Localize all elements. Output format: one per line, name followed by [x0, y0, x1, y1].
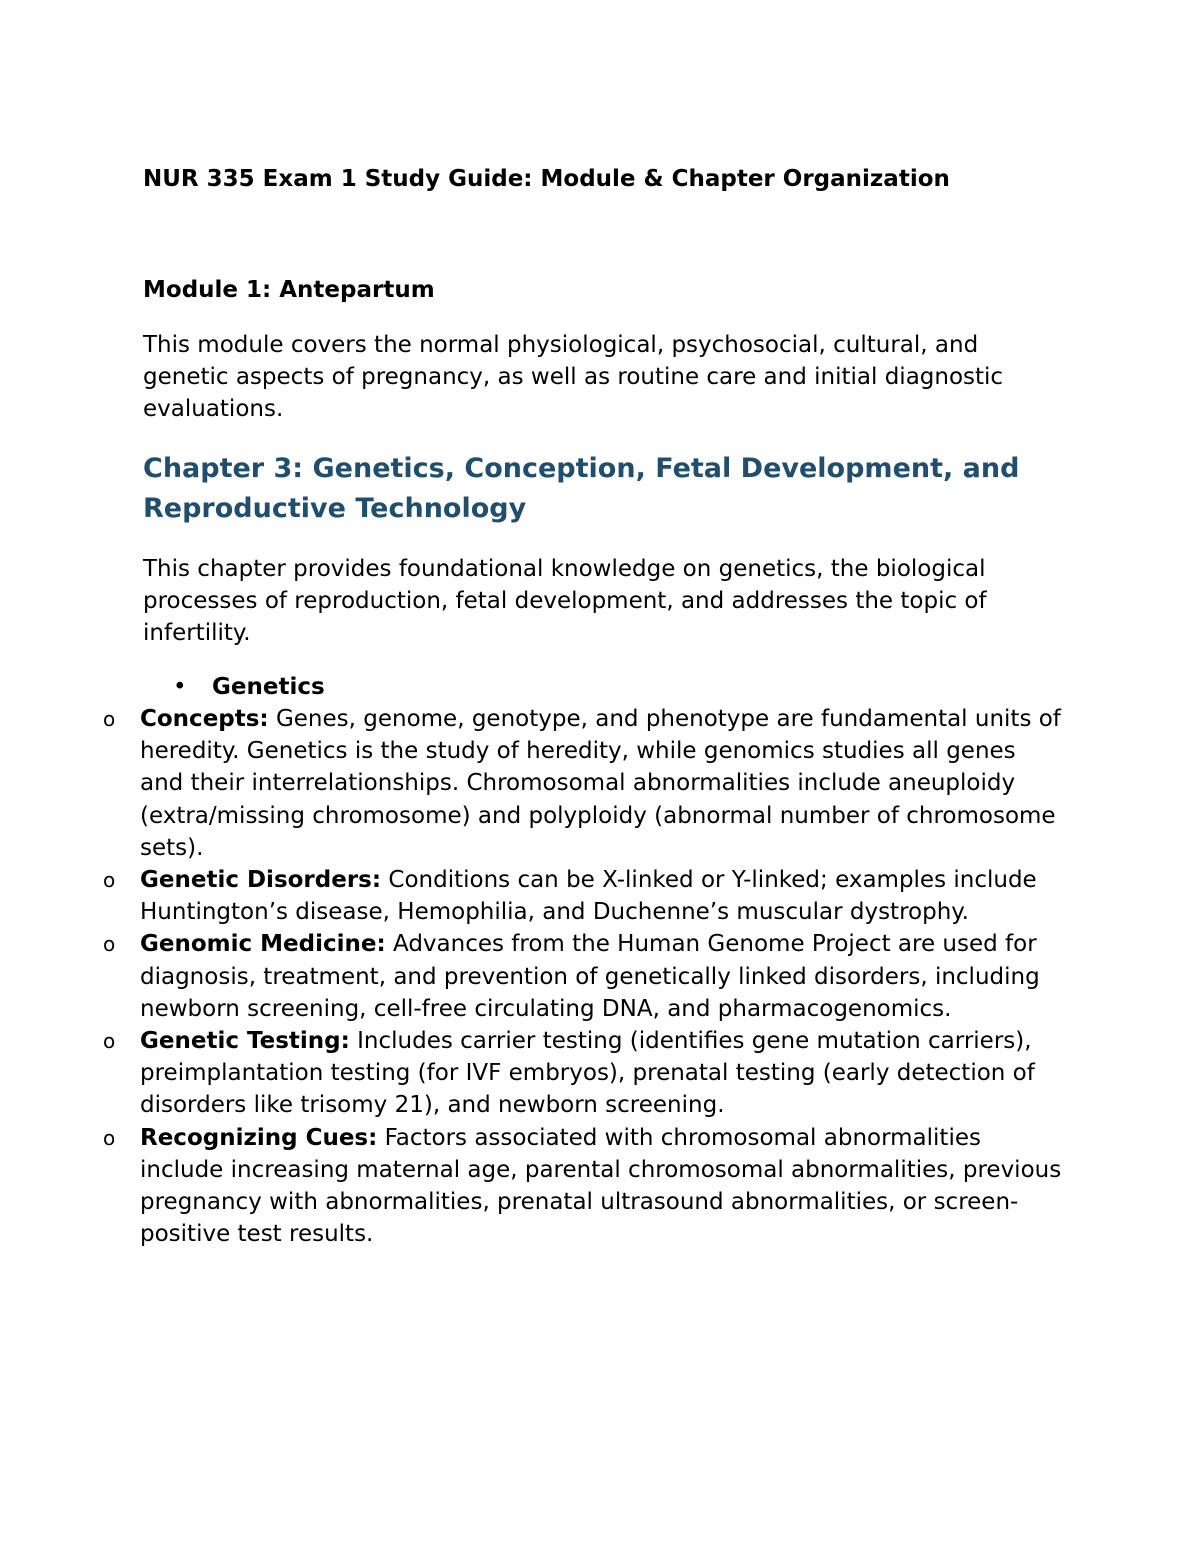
hollow-bullet-icon: o: [103, 707, 116, 731]
subtopic-label: Genomic Medicine:: [140, 931, 386, 958]
subtopic-label: Genetic Testing:: [140, 1028, 350, 1055]
subtopic-item-concepts: [103, 703, 1065, 864]
subtopic-label: Recognizing Cues:: [140, 1124, 378, 1151]
module-heading: Module 1: Antepartum: [143, 277, 435, 303]
genetics-subtopic-list: [103, 703, 1065, 1250]
bullet-icon: •: [173, 674, 187, 700]
document-title: NUR 335 Exam 1 Study Guide: Module & Chapter Organization: [143, 166, 950, 192]
chapter-heading: Chapter 3: Genetics, Conception, Fetal Development, and Reproductive Technology: [143, 453, 1020, 524]
subtopic-item-genetic-disorders: [103, 864, 1065, 928]
subtopic-text: Conditions can be X-linked or Y-linked; examples include Huntington’s disease, Hemophilia, and Duchenne’s muscular dystrophy.: [140, 867, 1037, 926]
hollow-bullet-icon: o: [103, 1125, 116, 1150]
subtopic-text: Includes carrier testing (identifies gene mutation carriers), preimplantation testing (for IVF embryos), prenatal testing (early detection of disorders like trisomy 21), and newborn screening.: [140, 1028, 1035, 1119]
subtopic-item-recognizing-cues: [103, 1122, 1065, 1251]
hollow-bullet-icon: o: [103, 932, 116, 957]
topic-item-genetics: [143, 671, 1073, 703]
hollow-bullet-icon: o: [103, 1029, 116, 1054]
chapter-description: This chapter provides foundational knowledge on genetics, the biological processes of reproduction, fetal development, and addresses the topic of infertility.: [143, 556, 987, 646]
subtopic-text: Genes, genome, genotype, and phenotype are fundamental units of heredity. Genetics is the study of heredity, while genomics studies all genes and their interrelationships. Chromosomal abnormalities include aneuploidy (extra/missing chromosome) and polyploidy (abnormal number of chromosome sets).: [140, 706, 1061, 861]
subtopic-item-genomic-medicine: [103, 928, 1065, 1025]
hollow-bullet-icon: o: [103, 868, 116, 893]
topic-label: Genetics: [212, 674, 325, 700]
subtopic-item-genetic-testing: [103, 1025, 1065, 1122]
subtopic-text: Advances from the Human Genome Project are used for diagnosis, treatment, and prevention of genetically linked disorders, including newborn screening, cell-free circulating DNA, and pharmacogenomics.: [140, 931, 1040, 1022]
subtopic-label: Concepts:: [140, 706, 269, 732]
subtopic-label: Genetic Disorders:: [140, 867, 382, 894]
module-description: This module covers the normal physiological, psychosocial, cultural, and genetic aspects of pregnancy, as well as routine care and initial diagnostic evaluations.: [143, 332, 1004, 422]
subtopic-text: Factors associated with chromosomal abnormalities include increasing maternal age, parental chromosomal abnormalities, previous pregnancy with abnormalities, prenatal ultrasound abnormalities, or screen-positive test results.: [140, 1124, 1062, 1248]
topic-list: [143, 671, 1073, 703]
